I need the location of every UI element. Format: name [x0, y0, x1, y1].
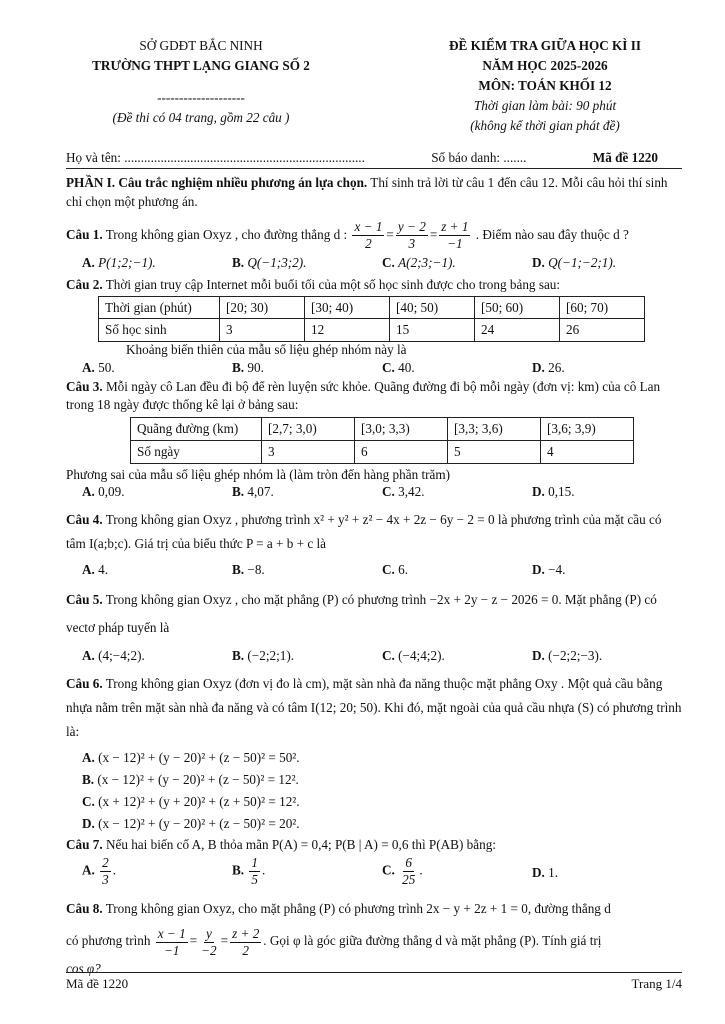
- department-name: SỞ GDĐT BẮC NINH: [139, 38, 263, 53]
- q2-option-a[interactable]: A. 50.: [82, 360, 115, 376]
- q6-options: [82, 750, 682, 837]
- exam-code: Mã đề 1220: [592, 150, 658, 165]
- subject: MÔN: TOÁN KHỐI 12: [478, 78, 612, 93]
- q5-option-c[interactable]: C. (−4;4;2).: [382, 648, 445, 664]
- q2-option-d[interactable]: D. 26.: [532, 360, 565, 376]
- table-row: Số ngày 3 6 5 4: [131, 440, 634, 463]
- q4-options: [82, 562, 682, 578]
- q2-option-b[interactable]: B. 90.: [232, 360, 264, 376]
- q7-option-c[interactable]: C. $\frac{6}{25}$ .: [382, 855, 423, 888]
- q7-option-a[interactable]: A. $\frac{2}{3}$ .: [82, 855, 117, 888]
- q3-options: [82, 484, 682, 500]
- q6-option-a[interactable]: A. (x − 12)² + (y − 20)² + (z − 50)² = 50².: [82, 749, 300, 765]
- q3-option-b[interactable]: B. 4,07.: [232, 484, 274, 500]
- footer-exam-code: Mã đề 1220: [66, 976, 129, 991]
- q1-options: [82, 255, 682, 271]
- q1-option-c[interactable]: C. A(2;3;−1).: [382, 254, 456, 270]
- q4-option-a[interactable]: A. 4.: [82, 562, 109, 578]
- q4-option-d[interactable]: D. −4.: [532, 562, 566, 578]
- school-name: TRƯỜNG THPT LẠNG GIANG SỐ 2: [92, 58, 310, 73]
- q3-option-c[interactable]: C. 3,42.: [382, 484, 425, 500]
- footer-page-number: Trang 1/4: [631, 976, 682, 991]
- q4-option-c[interactable]: C. 6.: [382, 562, 409, 578]
- q4-option-b[interactable]: B. −8.: [232, 562, 265, 578]
- candidate-info: [66, 150, 682, 169]
- q3-option-a[interactable]: A. 0,09.: [82, 484, 125, 500]
- question-3: Câu 3. Mỗi ngày cô Lan đều đi bộ để rèn luyện sức khỏe. Quãng đường đi bộ mỗi ngày (đơn vị: km) của cô Lan trong 18 ngày được thống kê lại ở bảng sau: Quãng đường (km) [2,7; 3,0) [3,0; 3,3) [3,3; 3,6) [3,6; 3,9) Số ngày 3 6 5 4 Phương sai của mẫu số liệu ghép nhóm là (làm tròn đến hàng phần trăm) A. 0,09. B. 4,07. C. 3,42. D. 0,15.: [66, 378, 682, 500]
- q6-option-d[interactable]: D. (x − 12)² + (y − 20)² + (z − 50)² = 20².: [82, 815, 300, 831]
- q1-option-d[interactable]: D. Q(−1;−2;1).: [532, 254, 617, 270]
- exam-title: ĐỀ KIỂM TRA GIỮA HỌC KÌ II: [449, 38, 641, 53]
- q2-prompt: Khoảng biến thiên của mẫu số liệu ghép nhóm này là: [126, 342, 407, 358]
- q3-table: [130, 417, 634, 464]
- name-field: Họ và tên: .........................................................................: [66, 150, 365, 165]
- id-field: Số báo danh: .......: [431, 150, 527, 165]
- question-7: Câu 7. Nếu hai biến cố A, B thỏa mãn P(A) = 0,4; P(B | A) = 0,6 thì P(AB) bằng: A. $\frac{2}{3}$ . B. $\frac{1}{5}$ . C. $\frac{6}{25}$ . D. 1.: [66, 837, 682, 891]
- q5-option-d[interactable]: D. (−2;2;−3).: [532, 648, 603, 664]
- q3-option-d[interactable]: D. 0,15.: [532, 484, 575, 500]
- q2-options: [82, 360, 682, 376]
- table-row: Số học sinh 3 12 15 24 26: [99, 319, 645, 342]
- q1-option-a[interactable]: A. P(1;2;−1).: [82, 254, 156, 270]
- q6-option-b[interactable]: B. (x − 12)² + (y − 20)² + (z − 50)² = 12².: [82, 771, 299, 787]
- question-6: Câu 6. Trong không gian Oxyz (đơn vị đo là cm), mặt sàn nhà đa năng thuộc mặt phẳng Oxy . Một quả cầu bằng nhựa nằm trên mặt sàn nhà đa năng và có tâm I(12; 20; 50). Khi đó, mặt ngoài của quả cầu nhựa (S) có phương trình là: A. (x − 12)² + (y − 20)² + (z − 50)² = 50². B. (x − 12)² + (y − 20)² + (z − 50)² = 12². C. (x + 12)² + (y + 20)² + (z + 50)² = 12². D. (x − 12)² + (y − 20)² + (z − 50)² = 20².: [66, 672, 682, 837]
- q5-option-b[interactable]: B. (−2;2;1).: [232, 648, 295, 664]
- time-note: (không kể thời gian phát đề): [470, 118, 620, 133]
- question-5: Câu 5. Trong không gian Oxyz , cho mặt phẳng (P) có phương trình −2x + 2y − z − 2026 = 0. Mặt phẳng (P) có vectơ pháp tuyến là A. (4;−4;2). B. (−2;2;1). C. (−4;4;2). D. (−2;2;−3).: [66, 586, 682, 664]
- part1-heading: PHẦN I. Câu trắc nghiệm nhiều phương án lựa chọn. Thí sinh trả lời từ câu 1 đến câu 12. Mỗi câu hỏi thí sinh chỉ chọn một phương án.: [66, 174, 668, 209]
- question-4: Câu 4. Trong không gian Oxyz , phương trình x² + y² + z² − 4x + 2z − 6y − 2 = 0 là phương trình của mặt cầu có tâm I(a;b;c). Giá trị của biểu thức P = a + b + c là A. 4. B. −8. C. 6. D. −4.: [66, 508, 682, 578]
- q7-option-d[interactable]: D. 1.: [532, 865, 559, 881]
- q7-options: [82, 855, 682, 891]
- header-dashes: --------------------: [157, 90, 245, 105]
- q2-option-c[interactable]: C. 40.: [382, 360, 415, 376]
- page-footer: [66, 972, 682, 992]
- table-row: Quãng đường (km) [2,7; 3,0) [3,0; 3,3) [3,3; 3,6) [3,6; 3,9): [131, 417, 634, 440]
- exam-page: [66, 36, 682, 977]
- school-year: NĂM HỌC 2025-2026: [482, 58, 608, 73]
- q7-option-b[interactable]: B. $\frac{1}{5}$ .: [232, 855, 266, 888]
- question-1: Câu 1. Trong không gian Oxyz , cho đường thẳng d : $\frac{x - 1}{2}$ = $\frac{y - 2}{3}$ = $\frac{z + 1}{-1}$ . Điểm nào sau đây thuộc d ? A. P(1;2;−1). B. Q(−1;3;2). C. A(2;3;−1). D. Q(−1;−2;1).: [66, 217, 682, 271]
- q5-option-a[interactable]: A. (4;−4;2).: [82, 648, 145, 664]
- question-8: Câu 8. Trong không gian Oxyz, cho mặt phẳng (P) có phương trình 2x − y + 2z + 1 = 0, đường thẳng d có phương trình $\frac{x - 1}{-1}$ = $\frac{y}{-2}$ = $\frac{z + 2}{2}$ . Gọi φ là góc giữa đường thẳng d và mặt phẳng (P). Tính giá trị cos φ?: [66, 901, 611, 977]
- q1-option-b[interactable]: B. Q(−1;3;2).: [232, 254, 307, 270]
- time-limit: Thời gian làm bài: 90 phút: [473, 98, 617, 113]
- q5-options: [82, 648, 682, 664]
- q6-option-c[interactable]: C. (x + 12)² + (y + 20)² + (z + 50)² = 12².: [82, 793, 300, 809]
- pages-note: (Đề thi có 04 trang, gồm 22 câu ): [112, 110, 290, 125]
- table-row: Thời gian (phút) [20; 30) [30; 40) [40; 50) [50; 60) [60; 70): [99, 296, 645, 319]
- q3-prompt: Phương sai của mẫu số liệu ghép nhóm là (làm tròn đến hàng phần trăm): [66, 466, 451, 482]
- question-2: Câu 2. Thời gian truy cập Internet mỗi buổi tối của một số học sinh được cho trong bảng sau: Thời gian (phút) [20; 30) [30; 40) [40; 50) [50; 60) [60; 70) Số học sinh 3 12 15 24 26 Khoảng biến thiên của mẫu số liệu ghép nhóm này là A. 50. B. 90. C. 40. D. 26.: [66, 277, 682, 376]
- exam-header: [66, 36, 682, 136]
- q2-table: [98, 296, 645, 343]
